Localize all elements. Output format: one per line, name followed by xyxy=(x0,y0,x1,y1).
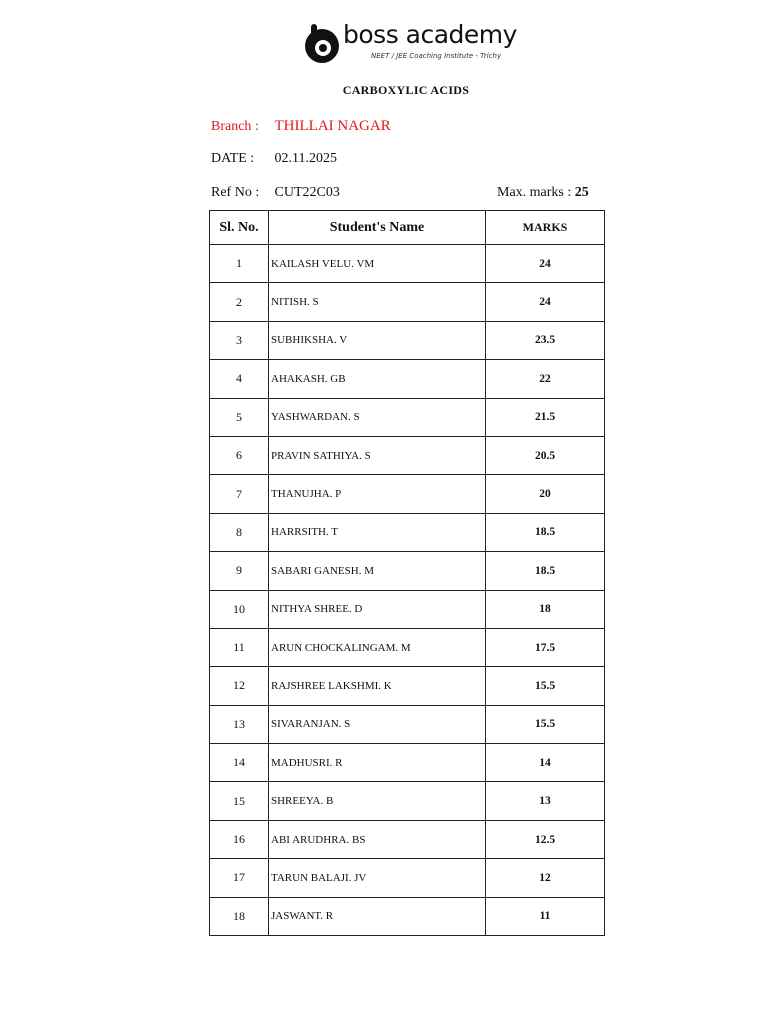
table-row xyxy=(210,245,605,283)
marks-cell: 12.5 xyxy=(486,820,605,858)
student-name-cell: SIVARANJAN. S xyxy=(269,705,486,743)
marks-cell: 15.5 xyxy=(486,705,605,743)
branch-label: Branch : xyxy=(211,119,259,134)
sl-no-cell: 5 xyxy=(210,398,269,436)
student-name-cell: AHAKASH. GB xyxy=(269,360,486,398)
student-name-cell: YASHWARDAN. S xyxy=(269,398,486,436)
date-value: 02.11.2025 xyxy=(274,151,337,166)
sl-no-cell: 16 xyxy=(210,820,269,858)
ref-row xyxy=(211,185,340,201)
table-row xyxy=(210,820,605,858)
table-row xyxy=(210,283,605,321)
student-name-cell: MADHUSRI. R xyxy=(269,744,486,782)
table-row xyxy=(210,552,605,590)
logo-mark-icon xyxy=(303,22,343,66)
marks-cell: 20 xyxy=(486,475,605,513)
marks-cell: 23.5 xyxy=(486,321,605,359)
sl-no-cell: 10 xyxy=(210,590,269,628)
student-name-cell: NITISH. S xyxy=(269,283,486,321)
sl-no-cell: 7 xyxy=(210,475,269,513)
branch-value: THILLAI NAGAR xyxy=(274,118,391,134)
student-name-cell: ABI ARUDHRA. BS xyxy=(269,820,486,858)
student-name-cell: RAJSHREE LAKSHMI. K xyxy=(269,667,486,705)
marks-cell: 18.5 xyxy=(486,513,605,551)
table-row xyxy=(210,321,605,359)
marks-cell: 14 xyxy=(486,744,605,782)
sl-no-cell: 9 xyxy=(210,552,269,590)
boss-academy-logo xyxy=(303,20,517,70)
table-header-row xyxy=(210,211,605,245)
max-marks xyxy=(497,185,589,201)
max-marks-value: 25 xyxy=(574,185,589,200)
header-student-name: Student's Name xyxy=(269,211,486,245)
table-row xyxy=(210,782,605,820)
sl-no-cell: 6 xyxy=(210,436,269,474)
table-row xyxy=(210,744,605,782)
header-sl-no: Sl. No. xyxy=(210,211,269,245)
sl-no-cell: 4 xyxy=(210,360,269,398)
marks-cell: 24 xyxy=(486,283,605,321)
marks-cell: 12 xyxy=(486,859,605,897)
table-row xyxy=(210,628,605,666)
header-marks: MARKS xyxy=(486,211,605,245)
sl-no-cell: 17 xyxy=(210,859,269,897)
date-label: DATE : xyxy=(211,151,255,166)
max-marks-label: Max. marks : xyxy=(497,185,572,200)
marks-cell: 17.5 xyxy=(486,628,605,666)
table-row xyxy=(210,667,605,705)
date-row xyxy=(211,151,337,167)
student-name-cell: PRAVIN SATHIYA. S xyxy=(269,436,486,474)
table-row xyxy=(210,398,605,436)
ref-label: Ref No : xyxy=(211,185,260,200)
marks-cell: 13 xyxy=(486,782,605,820)
table-row xyxy=(210,475,605,513)
sl-no-cell: 14 xyxy=(210,744,269,782)
logo-tagline: NEET / JEE Coaching Institute - Trichy xyxy=(371,52,502,60)
student-name-cell: SABARI GANESH. M xyxy=(269,552,486,590)
sl-no-cell: 2 xyxy=(210,283,269,321)
marks-cell: 22 xyxy=(486,360,605,398)
student-name-cell: THANUJHA. P xyxy=(269,475,486,513)
sl-no-cell: 8 xyxy=(210,513,269,551)
sl-no-cell: 3 xyxy=(210,321,269,359)
marks-table xyxy=(209,210,605,936)
sl-no-cell: 11 xyxy=(210,628,269,666)
logo-text: boss academy xyxy=(343,20,517,49)
table-row xyxy=(210,859,605,897)
sl-no-cell: 1 xyxy=(210,245,269,283)
student-name-cell: NITHYA SHREE. D xyxy=(269,590,486,628)
marks-cell: 11 xyxy=(486,897,605,935)
student-name-cell: ARUN CHOCKALINGAM. M xyxy=(269,628,486,666)
marks-cell: 24 xyxy=(486,245,605,283)
marks-cell: 18.5 xyxy=(486,552,605,590)
table-row xyxy=(210,897,605,935)
marks-cell: 18 xyxy=(486,590,605,628)
marks-cell: 20.5 xyxy=(486,436,605,474)
table-row xyxy=(210,436,605,474)
marks-cell: 21.5 xyxy=(486,398,605,436)
sl-no-cell: 13 xyxy=(210,705,269,743)
sl-no-cell: 18 xyxy=(210,897,269,935)
student-name-cell: SHREEYA. B xyxy=(269,782,486,820)
sl-no-cell: 12 xyxy=(210,667,269,705)
ref-value: CUT22C03 xyxy=(274,185,340,200)
branch-row xyxy=(211,118,391,135)
marks-cell: 15.5 xyxy=(486,667,605,705)
student-name-cell: SUBHIKSHA. V xyxy=(269,321,486,359)
document-title: CARBOXYLIC ACIDS xyxy=(342,83,470,97)
table-row xyxy=(210,705,605,743)
student-name-cell: TARUN BALAJI. JV xyxy=(269,859,486,897)
table-row xyxy=(210,360,605,398)
sl-no-cell: 15 xyxy=(210,782,269,820)
student-name-cell: HARRSITH. T xyxy=(269,513,486,551)
table-row xyxy=(210,513,605,551)
student-name-cell: KAILASH VELU. VM xyxy=(269,245,486,283)
student-name-cell: JASWANT. R xyxy=(269,897,486,935)
table-row xyxy=(210,590,605,628)
